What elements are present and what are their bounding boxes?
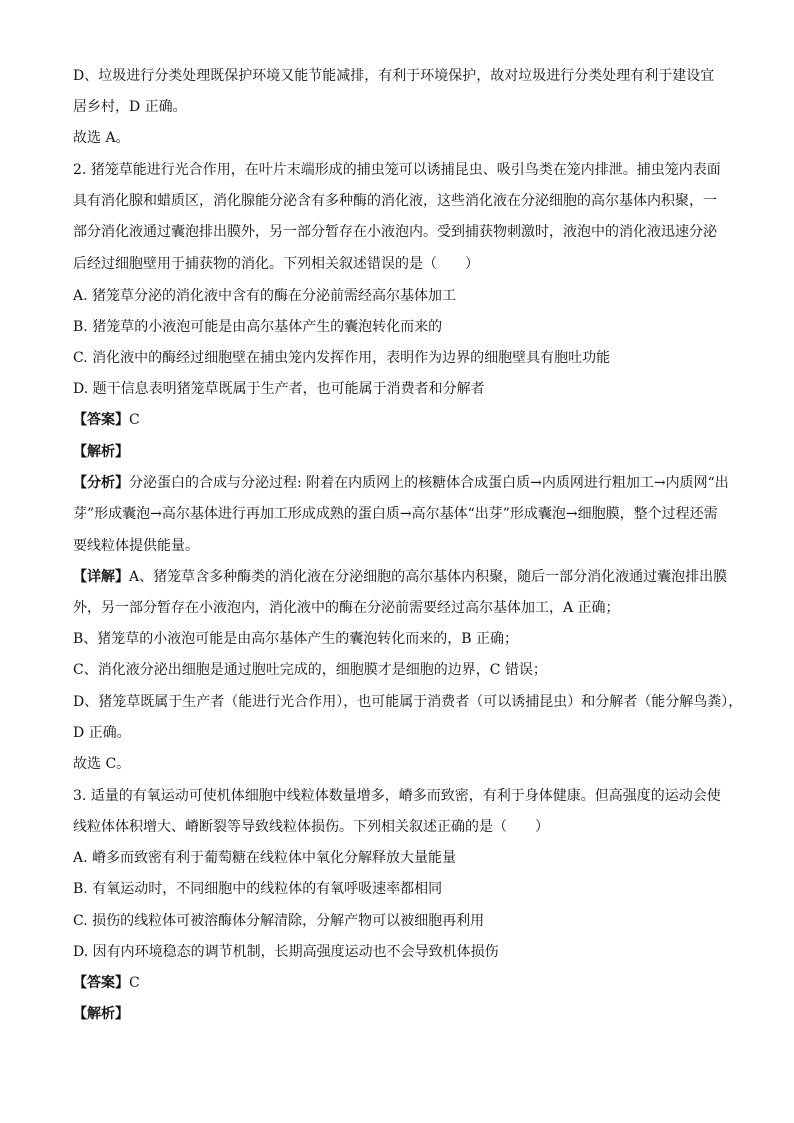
option-c: C. 损伤的线粒体可被溶酶体分解清除，分解产物可以被细胞再利用 xyxy=(73,913,485,929)
analysis-label: 【解析】 xyxy=(73,444,129,460)
answer-value: C xyxy=(129,412,140,428)
option-b: B. 猪笼草的小液泡可能是由高尔基体产生的囊泡转化而来的 xyxy=(73,319,443,335)
text-line: 故选 A。 xyxy=(73,130,130,146)
xiangjie-line xyxy=(73,567,727,587)
answer-line xyxy=(73,973,140,993)
text-line: 居乡村，D 正确。 xyxy=(73,99,187,115)
option-c: C. 消化液中的酶经过细胞壁在捕虫笼内发挥作用，表明作为边界的细胞壁具有胞吐功能 xyxy=(73,350,611,366)
question-2-stem: 2. 猪笼草能进行光合作用，在叶片末端形成的捕虫笼可以诱捕昆虫、吸引鸟类在笼内排泄。捕虫笼内表面 xyxy=(73,162,721,178)
answer-label: 【答案】 xyxy=(73,975,129,991)
question-3-stem: 线粒体体积增大、嵴断裂等导致线粒体损伤。下列相关叙述正确的是（ ） xyxy=(73,819,549,835)
xiangjie-text: 外，另一部分暂存在小液泡内，消化液中的酶在分泌前需要经过高尔基体加工，A 正确； xyxy=(73,600,620,616)
question-2-stem: 后经过细胞壁用于捕获物的消化。下列相关叙述错误的是（ ） xyxy=(73,256,479,272)
analysis-label: 【解析】 xyxy=(73,1006,129,1022)
xiangjie-label: 【详解】 xyxy=(73,569,129,585)
xiangjie-text: A、猪笼草含多种酶类的消化液在分泌细胞的高尔基体内积聚，随后一部分消化液通过囊泡排出膜 xyxy=(129,569,728,585)
xiangjie-text: C、消化液分泌出细胞是通过胞吐完成的，细胞膜才是细胞的边界，C 错误； xyxy=(73,662,547,678)
option-b: B. 有氧运动时，不同细胞中的线粒体的有氧呼吸速率都相同 xyxy=(73,881,443,897)
fenxi-text: 分泌蛋白的合成与分泌过程: 附着在内质网上的核糖体合成蛋白质→内质网进行粗加工→内质网“出 xyxy=(129,475,729,491)
option-d: D. 因有内环境稳态的调节机制，长期高强度运动也不会导致机体损伤 xyxy=(73,944,499,960)
option-a: A. 猪笼草分泌的消化液中含有的酶在分泌前需经高尔基体加工 xyxy=(73,288,457,304)
xiangjie-text: 故选 C。 xyxy=(73,756,131,772)
question-2-stem: 部分消化液通过囊泡排出膜外，另一部分暂存在小液泡内。受到捕获物刺激时，液泡中的消化液迅速分泌 xyxy=(73,224,717,240)
option-a: A. 嵴多而致密有利于葡萄糖在线粒体中氧化分解释放大量能量 xyxy=(73,850,457,866)
analysis-line xyxy=(73,1004,129,1024)
question-3-stem: 3. 适量的有氧运动可使机体细胞中线粒体数量增多，嵴多而致密，有利于身体健康。但高强度的运动会使 xyxy=(73,788,721,804)
question-2-stem: 具有消化腺和蜡质区，消化腺能分泌含有多种酶的消化液，这些消化液在分泌细胞的高尔基体内积聚，一 xyxy=(73,193,717,209)
text-line: D、垃圾进行分类处理既保护环境又能节能减排，有利于环境保护，故对垃圾进行分类处理有利于建设宜 xyxy=(73,68,715,84)
fenxi-text: 芽”形成囊泡→高尔基体进行再加工形成成熟的蛋白质→高尔基体“出芽”形成囊泡→细胞膜，整个过程还需 xyxy=(73,506,718,522)
fenxi-label: 【分析】 xyxy=(73,475,129,491)
option-d: D. 题干信息表明猪笼草既属于生产者，也可能属于消费者和分解者 xyxy=(73,381,485,397)
fenxi-text: 要线粒体提供能量。 xyxy=(73,538,199,554)
analysis-line xyxy=(73,442,129,462)
answer-line xyxy=(73,410,140,430)
fenxi-line xyxy=(73,473,729,493)
answer-label: 【答案】 xyxy=(73,412,129,428)
answer-value: C xyxy=(129,975,140,991)
xiangjie-text: D、猪笼草既属于生产者（能进行光合作用），也可能属于消费者（可以诱捕昆虫）和分解者（能分解鸟粪）， xyxy=(73,694,743,710)
xiangjie-text: D 正确。 xyxy=(73,725,131,741)
xiangjie-text: B、猪笼草的小液泡可能是由高尔基体产生的囊泡转化而来的，B 正确； xyxy=(73,631,519,647)
